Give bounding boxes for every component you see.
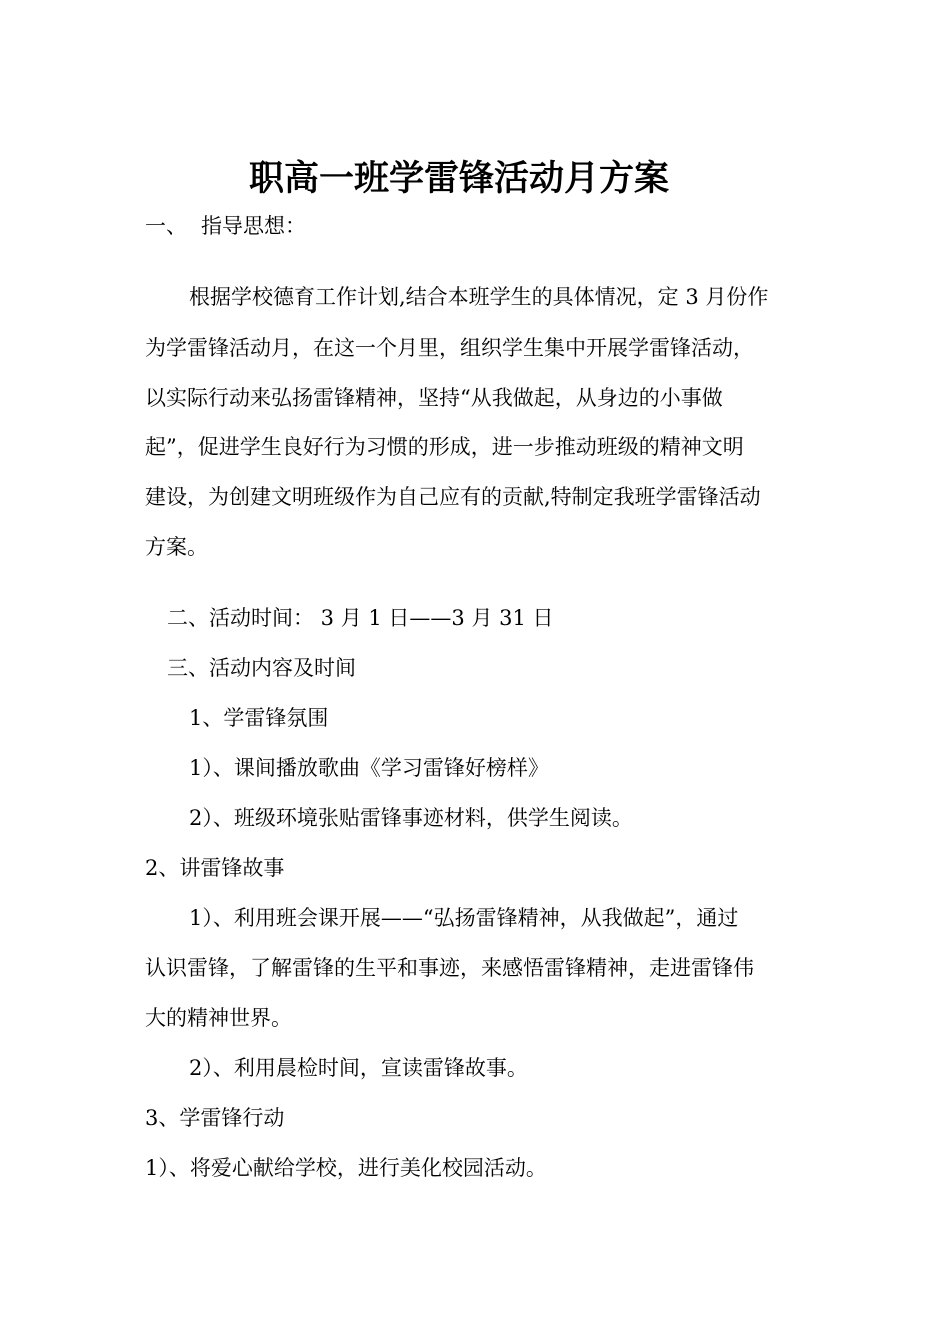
paragraph-line: 根据学校德育工作计划,结合本班学生的具体情况，定 3 月份作 — [189, 285, 769, 309]
item-1-heading: 1、学雷锋氛围 — [189, 706, 329, 730]
paragraph-line: 起”，促进学生良好行为习惯的形成，进一步推动班级的精神文明 — [145, 435, 744, 459]
document-title: 职高一班学雷锋活动月方案 — [248, 158, 669, 199]
paragraph-line: 方案。 — [145, 535, 208, 559]
item-2-sub-1-line: 大的精神世界。 — [145, 1006, 292, 1030]
item-1-sub-2: 2）、班级环境张贴雷锋事迹材料，供学生阅读。 — [189, 806, 633, 830]
paragraph-line: 以实际行动来弘扬雷锋精神，坚持“从我做起，从身边的小事做 — [145, 386, 723, 410]
section-1-title: 指导思想： — [201, 214, 306, 238]
section-2-activity-time: 二、活动时间： 3 月 1 日——3 月 31 日 — [167, 606, 554, 630]
section-1-number: 一、 — [145, 214, 187, 238]
item-2-sub-1-line: 1）、利用班会课开展——“弘扬雷锋精神，从我做起”，通过 — [189, 906, 739, 930]
section-3-activity-content: 三、活动内容及时间 — [167, 656, 356, 680]
item-2-heading: 2、讲雷锋故事 — [145, 856, 285, 880]
section-1-heading — [145, 211, 306, 241]
paragraph-line: 建设，为创建文明班级作为自己应有的贡献,特制定我班学雷锋活动 — [145, 485, 761, 509]
item-2-sub-2: 2）、利用晨检时间，宣读雷锋故事。 — [189, 1056, 528, 1080]
item-2-sub-1-line: 认识雷锋，了解雷锋的生平和事迹，来感悟雷锋精神，走进雷锋伟 — [145, 956, 754, 980]
item-3-heading: 3、学雷锋行动 — [145, 1106, 285, 1130]
item-3-sub-1: 1）、将爱心献给学校，进行美化校园活动。 — [145, 1156, 547, 1180]
item-1-sub-1: 1）、课间播放歌曲《学习雷锋好榜样》 — [189, 756, 549, 780]
paragraph-line: 为学雷锋活动月，在这一个月里，组织学生集中开展学雷锋活动， — [145, 336, 754, 360]
